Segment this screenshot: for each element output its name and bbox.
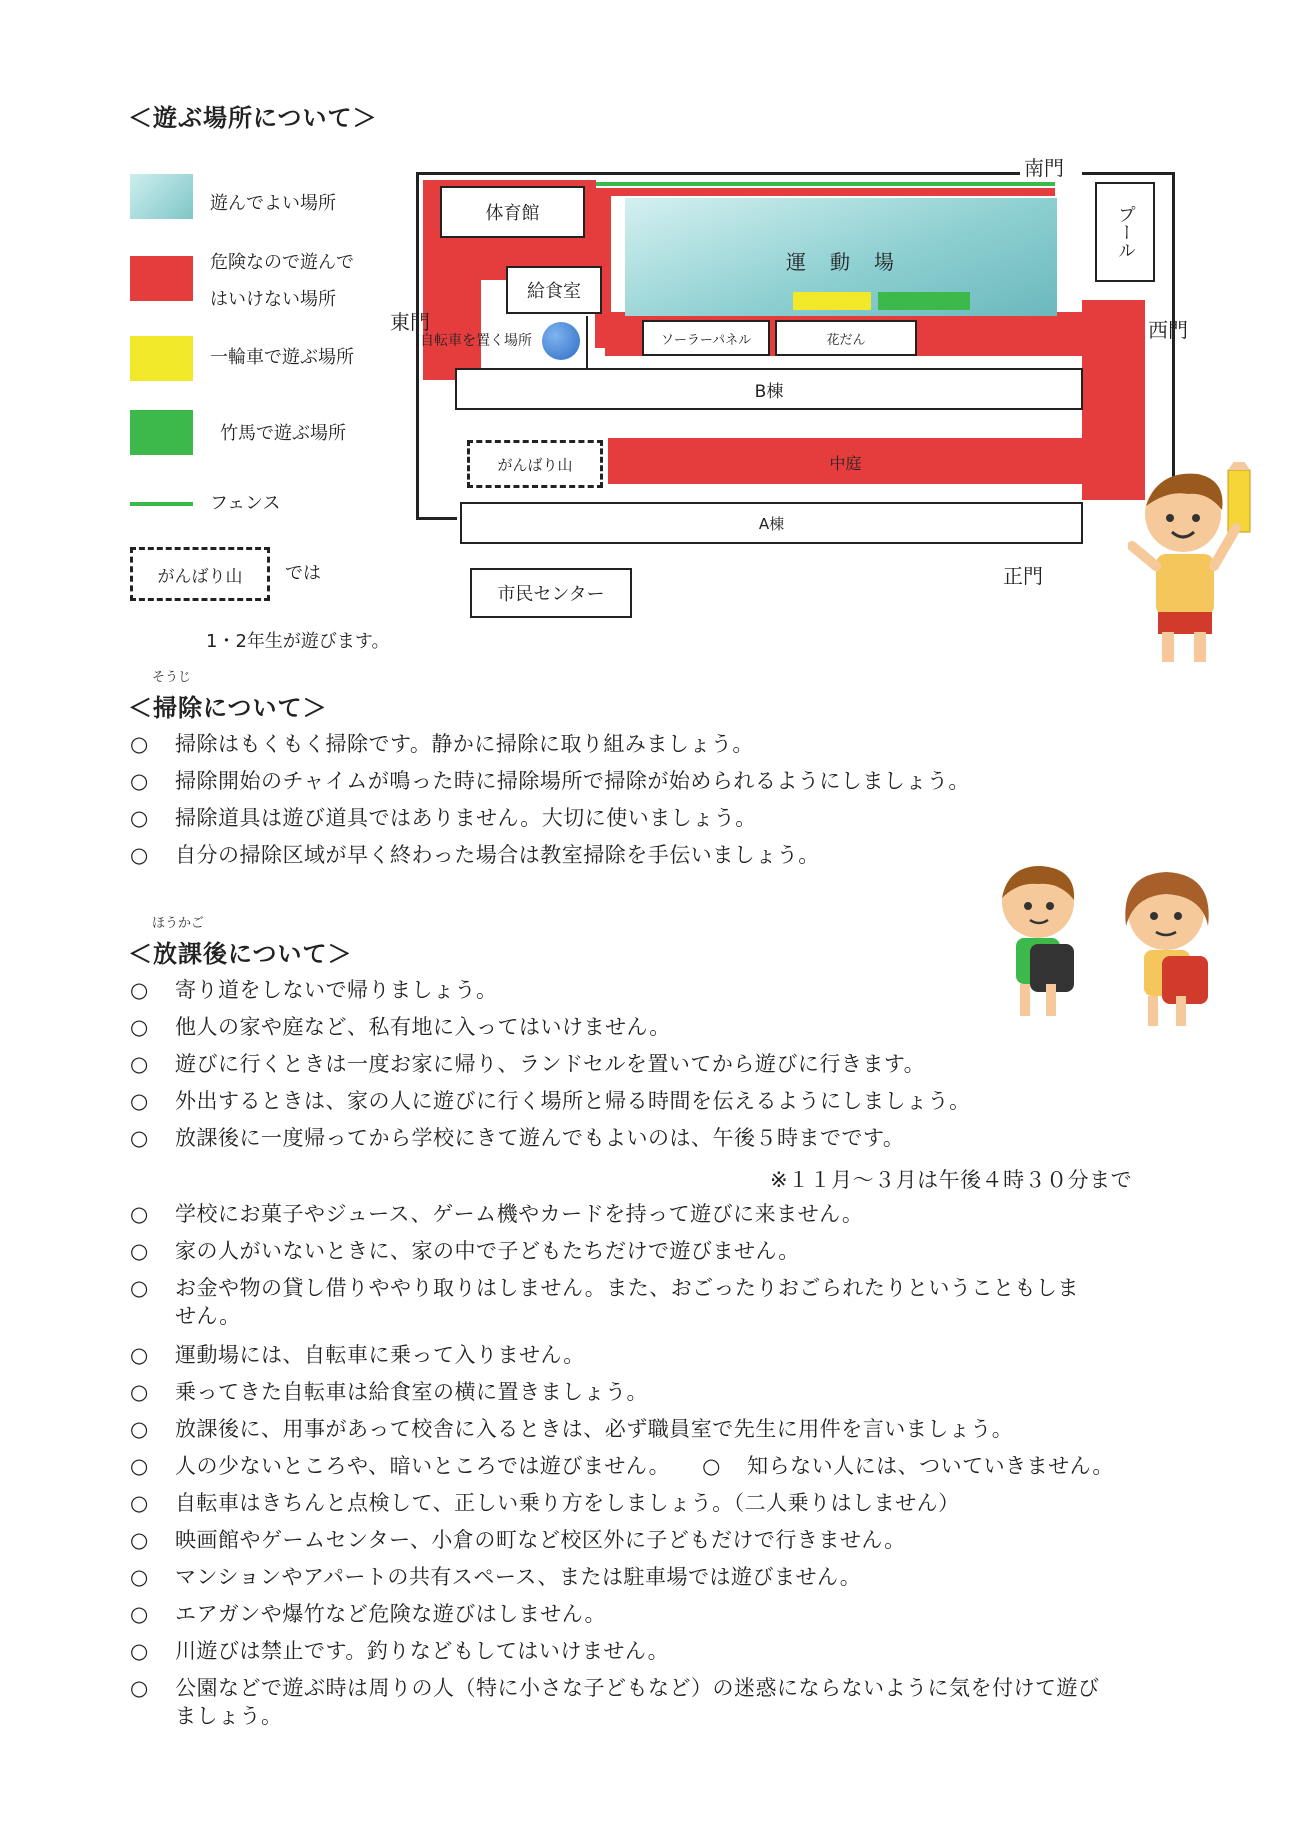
bullet-marker: ○ bbox=[130, 1528, 149, 1552]
afterschool-item bbox=[130, 1013, 671, 1041]
bullet-marker: ○ bbox=[130, 978, 149, 1002]
afterschool-item bbox=[130, 1674, 1100, 1728]
bullet-marker: ○ bbox=[130, 1343, 149, 1367]
afterschool-item-continuation: せん。 bbox=[175, 1304, 241, 1328]
afterschool-item-text: 寄り道をしないで帰りましょう。 bbox=[175, 978, 498, 1002]
map-pool bbox=[1095, 182, 1155, 282]
afterschool-item bbox=[130, 976, 498, 1004]
afterschool-item bbox=[130, 1274, 1079, 1328]
cleaning-item-text: 掃除開始のチャイムが鳴った時に掃除場所で掃除が始められるようにしましょう。 bbox=[175, 769, 970, 793]
bullet-marker: ○ bbox=[130, 1639, 149, 1663]
legend-danger-label-2: はいけない場所 bbox=[210, 289, 336, 310]
map-flowerbed-label: 花だん bbox=[826, 332, 866, 348]
map-a-building bbox=[460, 502, 1083, 544]
afterschool-item-text: 外出するときは、家の人に遊びに行く場所と帰る時間を伝えるようにしましょう。 bbox=[175, 1089, 971, 1113]
map-courtyard bbox=[608, 438, 1083, 484]
bullet-marker: ○ bbox=[130, 1052, 149, 1076]
afterschool-item-continuation: ましょう。 bbox=[175, 1704, 283, 1728]
bullet-marker: ○ bbox=[130, 1239, 149, 1263]
cleaning-item bbox=[130, 730, 754, 758]
cleaning-item-text: 自分の掃除区域が早く終わった場合は教室掃除を手伝いましょう。 bbox=[175, 843, 820, 867]
map-b-building-label: B棟 bbox=[754, 381, 784, 402]
afterschool-item bbox=[130, 1237, 800, 1265]
bullet-marker: ○ bbox=[130, 769, 149, 793]
afterschool-item-text: 知らない人には、ついていきません。 bbox=[747, 1454, 1114, 1478]
bullet-marker: ○ bbox=[130, 1565, 149, 1589]
afterschool-item bbox=[130, 1526, 906, 1554]
map-citizen-center bbox=[470, 568, 632, 618]
bullet-marker: ○ bbox=[130, 732, 149, 756]
legend-ganbari-note: 1・2年生が遊びます。 bbox=[206, 631, 390, 652]
legend-stilts-label: 竹馬で遊ぶ場所 bbox=[220, 423, 346, 444]
map-danger-north bbox=[595, 188, 1055, 196]
cleaning-item bbox=[130, 767, 970, 795]
legend-ok-label: 遊んでよい場所 bbox=[210, 193, 336, 214]
afterschool-item-text: 自転車はきちんと点検して、正しい乗り方をしましょう。（二人乗りはしません） bbox=[175, 1491, 960, 1515]
legend-fence-line bbox=[130, 502, 193, 506]
map-gym-label: 体育館 bbox=[485, 203, 540, 224]
map-fence bbox=[595, 182, 1055, 186]
afterschool-item-text: マンションやアパートの共有スペース、または駐車場では遊びません。 bbox=[175, 1565, 862, 1589]
afterschool-item bbox=[130, 1200, 863, 1228]
afterschool-ruby: ほうかご bbox=[152, 916, 205, 931]
afterschool-item bbox=[130, 1415, 1013, 1443]
afterschool-section-title: ＜放課後について＞ bbox=[128, 940, 353, 968]
legend-ganbari-suffix: では bbox=[285, 563, 321, 584]
afterschool-item bbox=[130, 1452, 1114, 1480]
map-wall-bottom-left bbox=[416, 517, 457, 520]
bullet-marker: ○ bbox=[702, 1454, 721, 1478]
afterschool-item-text: 運動場には、自転車に乗って入りません。 bbox=[175, 1343, 585, 1367]
afterschool-item bbox=[130, 1600, 606, 1628]
afterschool-item bbox=[130, 1637, 669, 1665]
map-bicycle-marker bbox=[542, 322, 580, 360]
bullet-marker: ○ bbox=[130, 1276, 149, 1300]
play-section-title: ＜遊ぶ場所について＞ bbox=[128, 104, 378, 132]
bullet-marker: ○ bbox=[130, 1380, 149, 1404]
bullet-marker: ○ bbox=[130, 1454, 149, 1478]
cleaning-section-title: ＜掃除について＞ bbox=[128, 694, 328, 722]
cleaning-item-text: 掃除道具は遊び道具ではありません。大切に使いましょう。 bbox=[175, 806, 757, 830]
afterschool-time-note: ※１１月～３月は午後４時３０分まで bbox=[770, 1168, 1133, 1192]
afterschool-item-text: 遊びに行くときは一度お家に帰り、ランドセルを置いてから遊びに行きます。 bbox=[175, 1052, 926, 1076]
map-bicycle-divider bbox=[586, 316, 588, 368]
map-solar-panel bbox=[642, 320, 770, 356]
bullet-marker: ○ bbox=[130, 1202, 149, 1226]
legend-stilts-swatch bbox=[130, 410, 193, 455]
students-illustration bbox=[990, 862, 1240, 1032]
map-pool-label: プール bbox=[1115, 205, 1136, 259]
afterschool-item-text: お金や物の貸し借りややり取りはしません。また、おごったりおごられたりということもしま bbox=[175, 1276, 1079, 1300]
afterschool-item bbox=[130, 1489, 960, 1517]
afterschool-item bbox=[130, 1563, 861, 1591]
bullet-marker: ○ bbox=[130, 1417, 149, 1441]
afterschool-item-text: エアガンや爆竹など危険な遊びはしません。 bbox=[175, 1602, 607, 1626]
map-wall-left bbox=[416, 172, 419, 520]
map-unicycle-area bbox=[793, 292, 871, 310]
afterschool-item-text: 学校にお菓子やジュース、ゲーム機やカードを持って遊びに来ません。 bbox=[175, 1202, 864, 1226]
map-gym bbox=[440, 186, 585, 238]
boy-pencil-illustration bbox=[1128, 462, 1278, 674]
bullet-marker: ○ bbox=[130, 806, 149, 830]
afterschool-item-text: 家の人がいないときに、家の中で子どもたちだけで遊びません。 bbox=[175, 1239, 800, 1263]
cleaning-ruby: そうじ bbox=[152, 670, 192, 685]
cleaning-item-text: 掃除はもくもく掃除です。静かに掃除に取り組みましょう。 bbox=[175, 732, 754, 756]
afterschool-item-text: 公園などで遊ぶ時は周りの人（特に小さな子どもなど）の迷惑にならないように気を付けて遊び bbox=[175, 1676, 1100, 1700]
map-a-building-label: A棟 bbox=[758, 514, 785, 533]
map-wall-top bbox=[416, 172, 1020, 175]
afterschool-item bbox=[130, 1050, 925, 1078]
afterschool-item-text: 川遊びは禁止です。釣りなどもしてはいけません。 bbox=[175, 1639, 670, 1663]
afterschool-item-text: 放課後に、用事があって校舎に入るときは、必ず職員室で先生に用件を言いましょう。 bbox=[175, 1417, 1014, 1441]
map-kitchen bbox=[506, 266, 602, 314]
map-main-gate: 正門 bbox=[1003, 564, 1043, 588]
afterschool-item-text: 映画館やゲームセンター、小倉の町など校区外に子どもだけで行きません。 bbox=[175, 1528, 906, 1552]
school-map bbox=[410, 172, 1190, 533]
bullet-marker: ○ bbox=[130, 1491, 149, 1515]
map-south-gate: 南門 bbox=[1024, 156, 1064, 180]
map-citizen-center-label: 市民センター bbox=[497, 584, 605, 605]
afterschool-item bbox=[130, 1341, 585, 1369]
bullet-marker: ○ bbox=[130, 1676, 149, 1700]
map-west-gate: 西門 bbox=[1148, 318, 1188, 342]
afterschool-item bbox=[130, 1378, 648, 1406]
bullet-marker: ○ bbox=[130, 1602, 149, 1626]
afterschool-item-text: 他人の家や庭など、私有地に入ってはいけません。 bbox=[175, 1015, 671, 1039]
map-courtyard-label: 中庭 bbox=[829, 454, 862, 473]
afterschool-item-text: 乗ってきた自転車は給食室の横に置きましょう。 bbox=[175, 1380, 648, 1404]
afterschool-item bbox=[130, 1124, 904, 1152]
map-solar-label: ソーラーパネル bbox=[660, 332, 752, 348]
map-stilts-area bbox=[878, 292, 970, 310]
map-ganbari-label: がんばり山 bbox=[497, 455, 573, 474]
map-bicycle-label: 自転車を置く場所 bbox=[420, 333, 532, 349]
legend-unicycle-label: 一輪車で遊ぶ場所 bbox=[210, 347, 354, 368]
map-b-building bbox=[455, 368, 1083, 410]
bullet-marker: ○ bbox=[130, 1126, 149, 1150]
map-east-gate: 東門 bbox=[390, 310, 430, 334]
legend-ok-swatch bbox=[130, 174, 193, 219]
bullet-marker: ○ bbox=[130, 843, 149, 867]
legend-unicycle-swatch bbox=[130, 336, 193, 381]
legend-danger-swatch bbox=[130, 256, 193, 301]
map-kitchen-label: 給食室 bbox=[527, 281, 581, 302]
bullet-marker: ○ bbox=[130, 1015, 149, 1039]
map-field-label: 運 動 場 bbox=[786, 250, 896, 274]
legend-fence-label: フェンス bbox=[210, 493, 281, 514]
map-ganbari bbox=[467, 440, 603, 488]
legend-danger-label-1: 危険なので遊んで bbox=[210, 252, 354, 273]
legend-ganbari-label: がんばり山 bbox=[157, 566, 243, 587]
bullet-marker: ○ bbox=[130, 1089, 149, 1113]
afterschool-item-text: 放課後に一度帰ってから学校にきて遊んでもよいのは、午後５時までです。 bbox=[175, 1126, 905, 1150]
afterschool-item bbox=[130, 1087, 971, 1115]
cleaning-item bbox=[130, 841, 820, 869]
legend-ganbari-box bbox=[130, 547, 270, 601]
map-flowerbed bbox=[775, 320, 917, 356]
afterschool-item-text: 人の少ないところや、暗いところでは遊びません。 bbox=[175, 1454, 671, 1478]
map-wall-top-right bbox=[1082, 172, 1175, 175]
cleaning-item bbox=[130, 804, 757, 832]
